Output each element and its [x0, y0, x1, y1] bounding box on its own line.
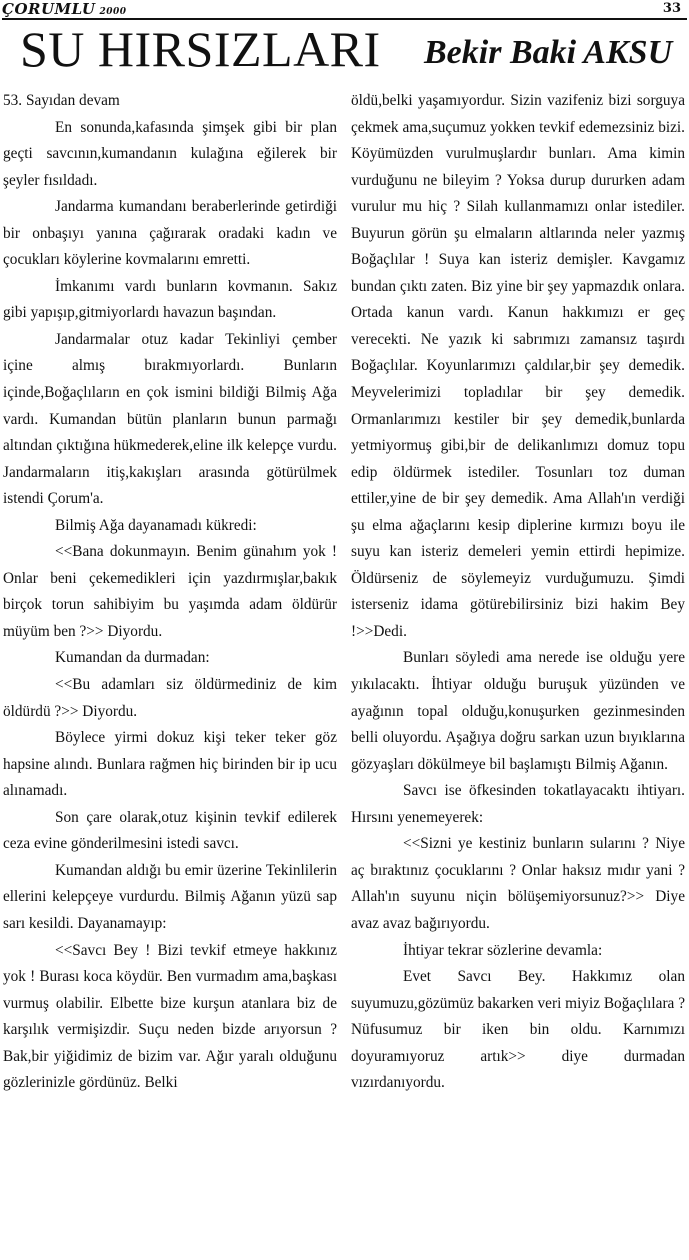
paragraph: Evet Savcı Bey. Hakkımız olan suyumuzu,gözümüz bakarken veri miyiz Boğaçlılara ? Nüfusumuz bir iken bin oldu. Karnımızı doyuramıyoruz artık>> diye durmadan vızırdanıyordu.: [351, 968, 685, 1092]
article-title: SU HIRSIZLARI: [20, 21, 381, 77]
paragraph: öldü,belki yaşamıyordur. Sizin vazifeniz bizi sorguya çekmek ama,suçumuz yokken tevkif edemezsiniz bizi. Köyümüzden vurulmuşlardır bunları. Ama kimin vurduğunu ne bileyim ? Yoksa durup dururken adam vurulur mu hiç ? Silah kullanmamızı onlar istediler. Buyurun görün şu elmaların altlarında neler yazmış Boğaçlılar ! Suya kan isteriz demişler. Kavgamız bundan çıktı zaten. Biz yine bir şey yapmazdık onlara. Ortada kanun vardı. Kanun hakkımızı er geç verecekti. Ne yazık ki sabrımızı zamansız taşırdı Boğaçlılar. Koyunlarımızı çaldılar,bir şey demedik. Meyvelerimizi topladılar bir şey demedik. Ormanlarımızı kestiler bir şey demedik,bunlarda yetmiyormuş gibi,bir de delikanlımızı domuz topu edip öldürmek istediler. Tosunları toz duman ettiler,yine de bir şey demedik. Ama Allah'ın verdiği şu elma ağaçlarını kesip diplerine kırmızı boyu ile suyu kan isteriz demeleri yemin ettirdi hepimize. Öldürseniz de söylemeyiz vurduğumuzu. Şimdi isterseniz idama götürebilirsiniz bizi hakim Bey !>>Dedi.: [351, 92, 685, 640]
paragraph: Bilmiş Ağa dayanamadı kükredi:: [55, 516, 257, 534]
paragraph: İmkanımı vardı bunların kovmanın. Sakız gibi yapışıp,gitmiyorlardı havazun başından.: [3, 277, 337, 322]
paragraph: Bunları söyledi ama nerede ise olduğu yere yıkılacaktı. İhtiyar olduğu buruşuk yüzünden ve ayağının topal olduğu,konuşurken gezinmesinden belli oluyordu. Aşağıya doğru sarkan uzun bıyıklarına gözyaşları dökülmeye bil başlamıştı Bilmiş Ağanın.: [351, 649, 685, 773]
paragraph: Jandarma kumandanı beraberlerinde getirdiği bir onbaşıyı yanına çağırarak oradaki kadın ve çocukları köylerine kovmalarını emretti.: [3, 198, 337, 269]
right-column: [351, 88, 685, 1097]
paragraph: Kumandan aldığı bu emir üzerine Tekinlilerin ellerini kelepçeye vurdurdu. Bilmiş Ağanın yüzü sap sarı kesildi. Dayanamayıp:: [3, 861, 337, 932]
paragraph: Savcı ise öfkesinden tokatlayacaktı ihtiyarı. Hırsını yenemeyerek:: [351, 782, 685, 826]
paragraph: Jandarmalar otuz kadar Tekinliyi çember içine almış bırakmıyorlardı. Bunların içinde,Boğaçlıların en çok ismini bildiği Bilmiş Ağa vardı. Kumandan bütün planların bunun parmağı altından çıktığına hükmederek,eline ilk kelepçe vurdu. Jandarmaların itiş,kakışları arasında götürülmek istendi Çorum'a.: [3, 330, 337, 508]
masthead-year: 2000: [99, 7, 127, 17]
masthead: [2, 0, 127, 18]
header-rule: [2, 18, 687, 20]
paragraph: Böylece yirmi dokuz kişi teker teker göz hapsine alındı. Bunlara rağmen hiç birinden bir ip ucu alınamadı.: [3, 729, 337, 800]
paragraph: 53. Sayıdan devam: [3, 92, 120, 109]
paragraph: İhtiyar tekrar sözlerine devamla:: [403, 941, 603, 959]
paragraph: <<Savcı Bey ! Bizi tevkif etmeye hakkınız yok ! Burası koca köydür. Ben vurmadım ama,başkası vurmuş olabilir. Elbette bize kurşun atanlara biz de karşılık vermişizdir. Suçu neden bizde arıyorsun ? Bak,bir yiğidimiz de bizim var. Ağır yaralı olduğunu gözlerinizle gördünüz. Belki: [3, 941, 337, 1092]
masthead-title: ÇORUMLU: [2, 0, 96, 18]
page-number: 33: [662, 1, 681, 16]
paragraph: <<Bu adamları siz öldürmediniz de kim öldürdü ?>> Diyordu.: [3, 676, 337, 720]
paragraph: <<Sizni ye kestiniz bunların sularını ? Niye aç bıraktınız çocuklarını ? Onlar haksız mıdır yani ? Allah'ın suyunu niçin bölüşemiyorsunuz?>> Diye avaz avaz bağırıyordu.: [351, 835, 685, 932]
paragraph: Son çare olarak,otuz kişinin tevkif edilerek ceza evine gönderilmesini istedi savcı.: [3, 808, 337, 853]
page-header: [0, 0, 689, 20]
paragraph: <<Bana dokunmayın. Benim günahım yok ! Onlar beni çekemedikleri için yazdırmışlar,bakık birçok torun sahibiyim bu yaşımda adam öldürür müyüm ben ?>> Diyordu.: [3, 543, 337, 640]
left-column: [3, 88, 337, 1097]
article-author: Bekir Baki AKSU: [424, 34, 673, 71]
paragraph: En sonunda,kafasında şimşek gibi bir plan geçti savcının,kumandanın kulağına eğilerek bir şeyler fısıldadı.: [3, 118, 337, 189]
paragraph: Kumandan da durmadan:: [55, 649, 210, 667]
